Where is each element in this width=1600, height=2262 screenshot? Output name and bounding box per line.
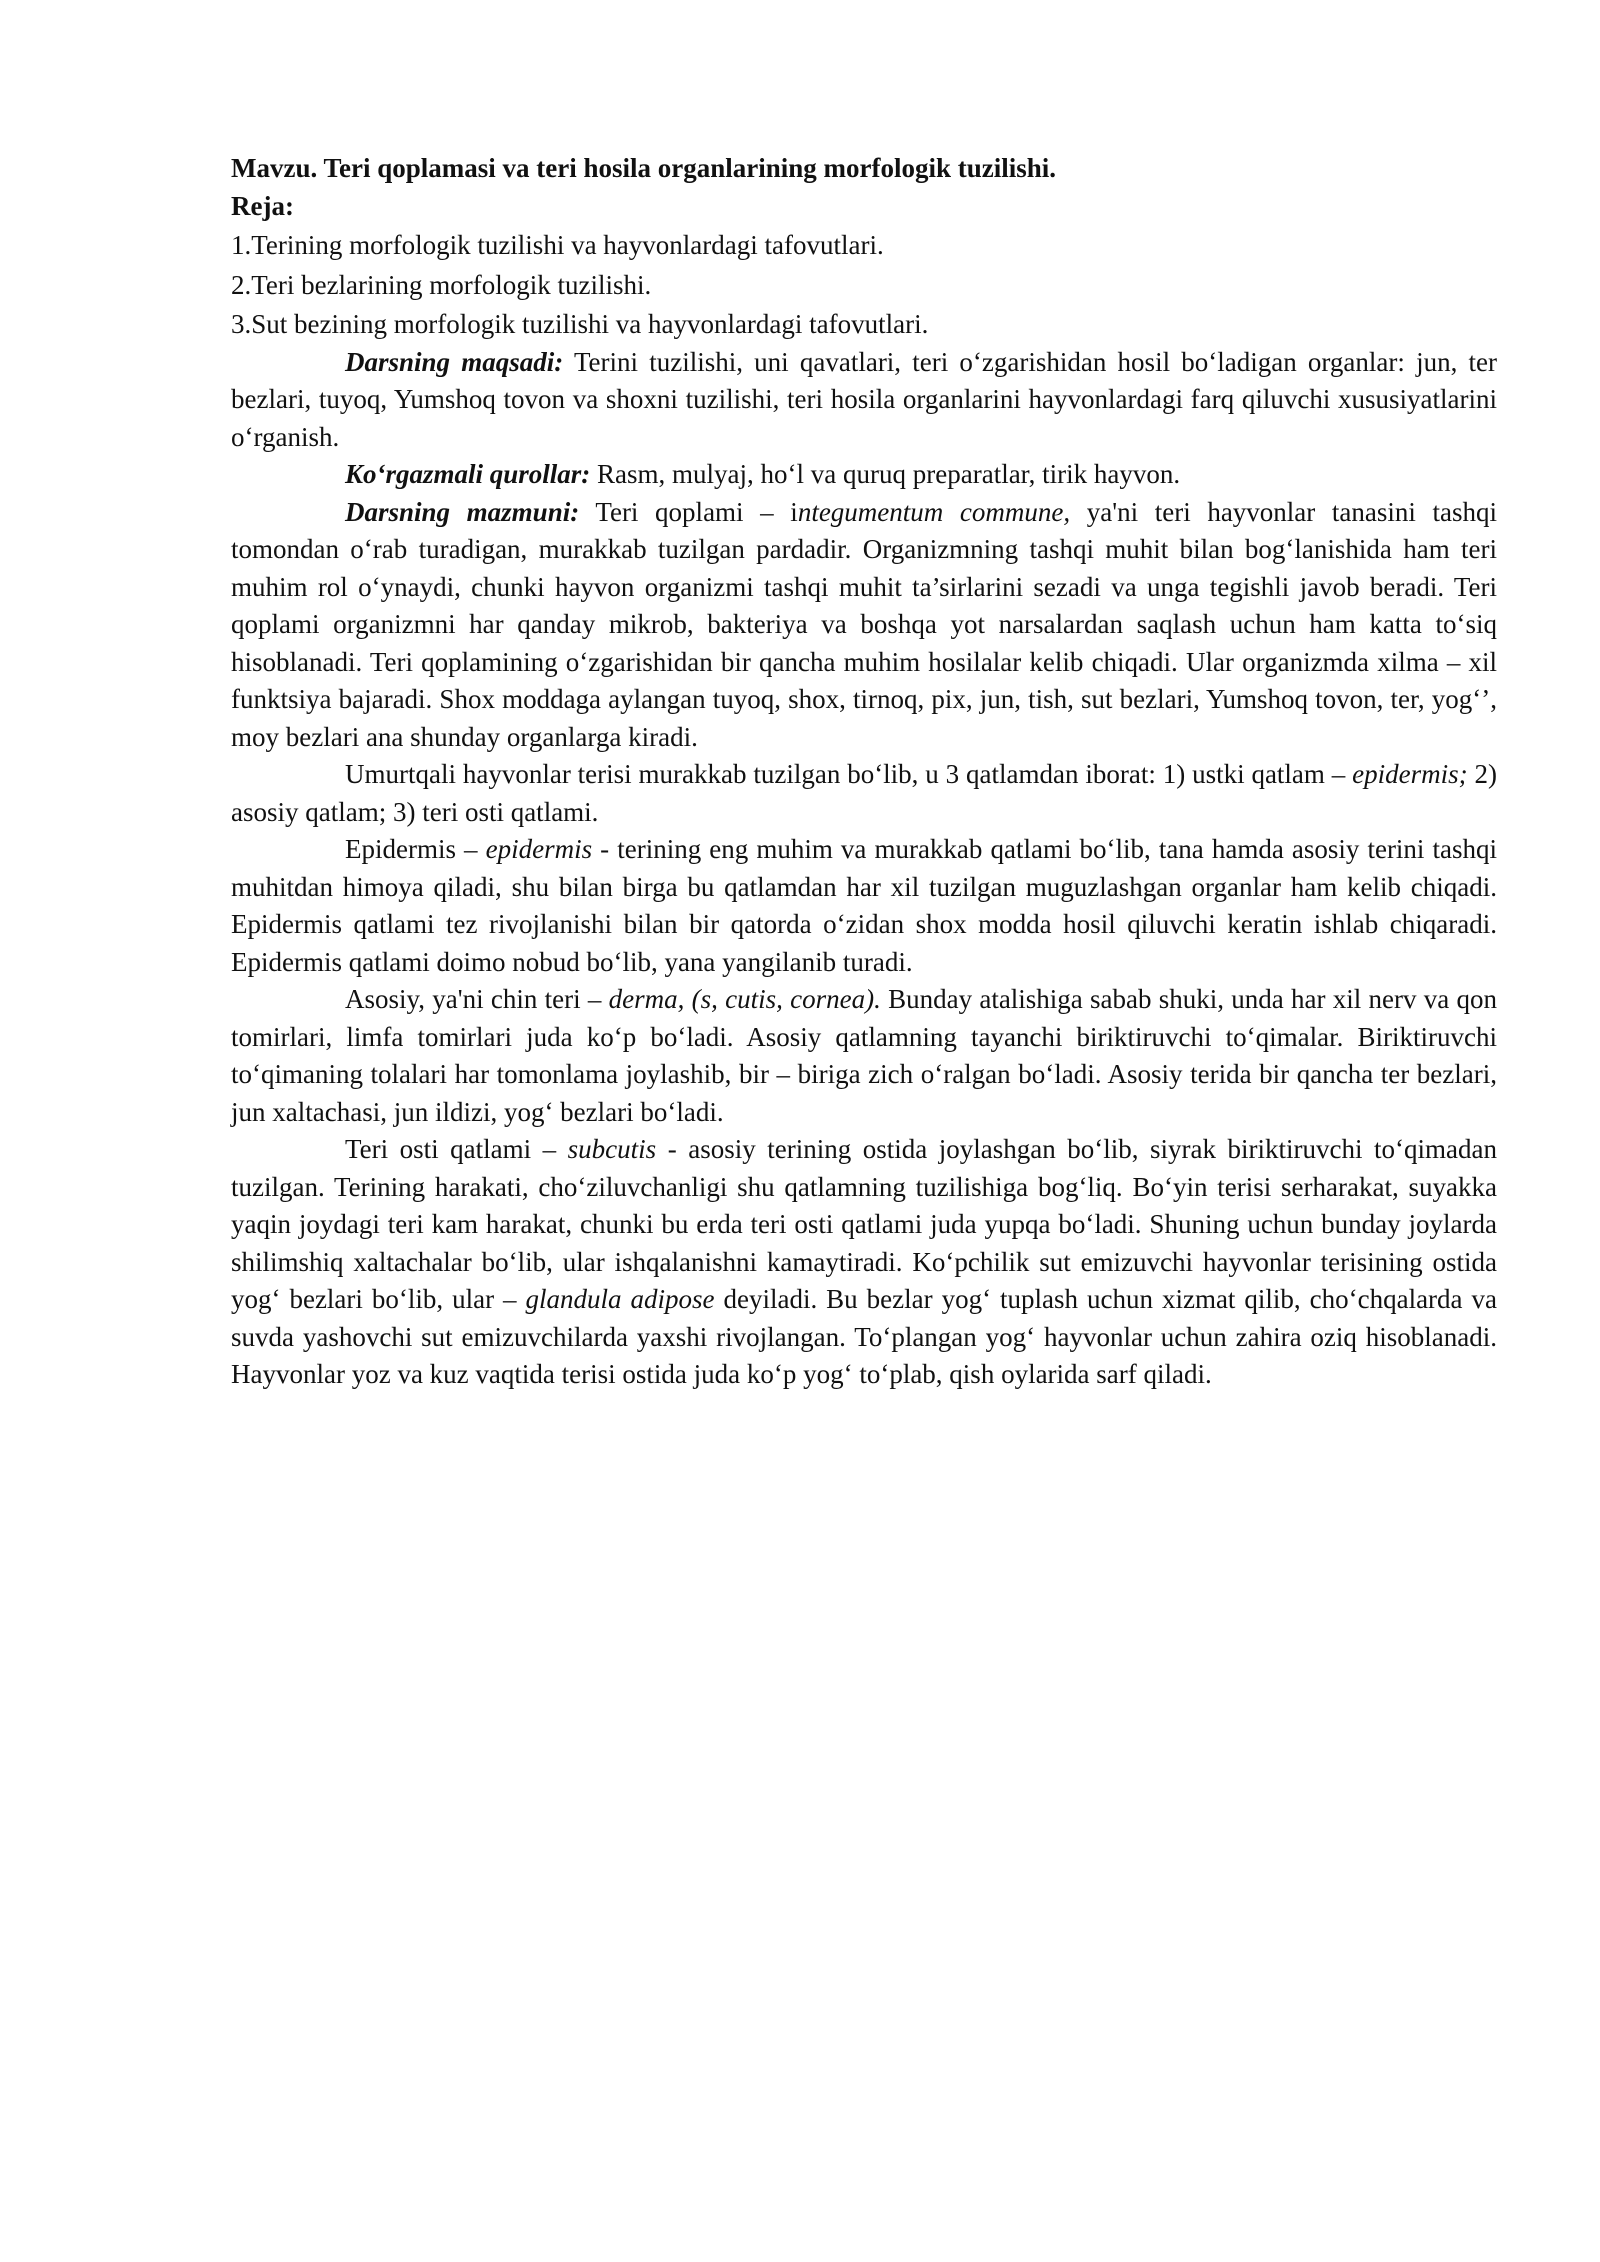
subcutis-paragraph [231, 1131, 1497, 1394]
content-paragraph [231, 494, 1497, 757]
epidermis-text-2: - terining eng muhim va murakkab qatlami bo‘lib, tana hamda asosiy terini tashqi muhitdan himoya qiladi, shu bilan birga bu qatlamdan har xil tuzilgan muguzlashgan organlar ham kelib chiqadi. Epidermis qatlami tez rivojlanishi bilan bir qatorda o‘zidan shox modda hosil qiluvchi keratin ishlab chiqaradi. Epidermis qatlami doimo nobud bo‘lib, yana yangilanib turadi. [231, 834, 1497, 977]
epidermis-term: epidermis [485, 834, 593, 864]
document-title: Mavzu. Teri qoplamasi va teri hosila organlarining morfologik tuzilishi. [231, 153, 1057, 183]
goal-text: Terini tuzilishi, uni qavatlari, teri o‘zgarishidan hosil bo‘ladigan organlar: jun, ter bezlari, tuyoq, Yumshoq tovon va shoxni tuzilishi, teri hosila organlarini hayvonlardagi farq qiluvchi xususiyatlarini o‘rganish. [231, 346, 1497, 452]
plan-item-3: 3.Sut bezining morfologik tuzilishi va hayvonlardagi tafovutlari. [231, 309, 929, 339]
epidermis-text-1: Epidermis – [345, 834, 486, 864]
layers-paragraph [231, 756, 1497, 831]
plan-item-1: 1.Terining morfologik tuzilishi va hayvonlardagi tafovutlari. [231, 230, 884, 260]
goal-paragraph [231, 344, 1497, 457]
derma-term: derma, (s, cutis, cornea). [608, 984, 881, 1014]
materials-text: Rasm, mulyaj, ho‘l va quruq preparatlar, tirik hayvon. [590, 459, 1181, 489]
goal-label: Darsning maqsadi: [345, 346, 564, 377]
derma-paragraph [231, 981, 1497, 1131]
layers-term: epidermis; [1352, 759, 1468, 789]
subcutis-term-2: glandula adipose [525, 1284, 715, 1314]
subcutis-text-3: deyiladi. Bu bezlar yog‘ tuplash uchun xizmat qilib, cho‘chqalarda va suvda yashovchi sut emizuvchilarda yaxshi rivojlangan. To‘plangan yog‘ hayvonlar uchun zahira oziq hisoblanadi. Hayvonlar yoz va kuz vaqtida terisi ostida juda ko‘p yog‘ to‘plab, qish oylarida sarf qiladi. [231, 1284, 1497, 1389]
content-label: Darsning mazmuni: [345, 496, 580, 527]
subcutis-term: subcutis [567, 1134, 657, 1164]
layers-text-2: 2) asosiy qatlam; 3) teri osti qatlami. [231, 759, 1497, 827]
content-text-1: Teri qoplami – i [579, 496, 798, 527]
plan-item-2: 2.Teri bezlarining morfologik tuzilishi. [231, 269, 652, 300]
content-term: ntegumentum commune, [797, 496, 1071, 527]
content-text-2: ya'ni teri hayvonlar tanasini tashqi tomondan o‘rab turadigan, murakkab tuzilgan pardadir. Organizmning tashqi muhit bilan bog‘lanishida ham teri muhim rol o‘ynaydi, chunki hayvon organizmi tashqi muhit ta’sirlarini sezadi va unga tegishli javob beradi. Teri qoplami organizmni har qanday mikrob, bakteriya va boshqa yot narsalardan saqlash uchun ham katta to‘siq hisoblanadi. Teri qoplamining o‘zgarishidan bir qancha muhim hosilalar kelib chiqadi. Ular organizmda xilma – xil funktsiya bajaradi. Shox moddaga aylangan tuyoq, shox, tirnoq, pix, jun, tish, sut bezlari, Yumshoq tovon, ter, yog‘’, moy bezlari ana shunday organlarga kiradi. [231, 496, 1498, 752]
subcutis-text-2: - asosiy terining ostida joylashgan bo‘lib, siyrak biriktiruvchi to‘qimadan tuzilgan. Terining harakati, cho‘ziluvchanligi shu qatlamning tuzilishiga bog‘liq. Bo‘yin terisi serharakat, suyakka yaqin joydagi teri kam harakat, chunki bu erda teri osti qatlami juda yupqa bo‘ladi. Shuning uchun bunday joylarda shilimshiq xaltachalar bo‘lib, ular ishqalanishni kamaytiradi. Ko‘pchilik sut emizuvchi hayvonlar terisining ostida yog‘ bezlari bo‘lib, ular – [231, 1134, 1498, 1314]
materials-paragraph [231, 456, 1497, 494]
layers-text-1: Umurtqali hayvonlar terisi murakkab tuzilgan bo‘lib, u 3 qatlamdan iborat: 1) ustki qatlam – [345, 759, 1353, 789]
document-page [231, 150, 1497, 1394]
epidermis-paragraph [231, 831, 1497, 981]
subcutis-text-1: Teri osti qatlami – [345, 1134, 568, 1164]
derma-text-2: Bunday atalishiga sabab shuki, unda har xil nerv va qon tomirlari, limfa tomirlari juda ko‘p bo‘ladi. Asosiy qatlamning tayanchi biriktiruvchi to‘qimalar. Biriktiruvchi to‘qimaning tolalari har tomonlama joylashib, bir – biriga zich o‘ralgan bo‘ladi. Asosiy terida bir qancha ter bezlari, jun xaltachasi, jun ildizi, yog‘ bezlari bo‘ladi. [231, 984, 1497, 1127]
derma-text-1: Asosiy, ya'ni chin teri – [345, 984, 609, 1014]
plan-heading: Reja: [231, 190, 294, 221]
materials-label: Ko‘rgazmali qurollar: [345, 459, 591, 489]
